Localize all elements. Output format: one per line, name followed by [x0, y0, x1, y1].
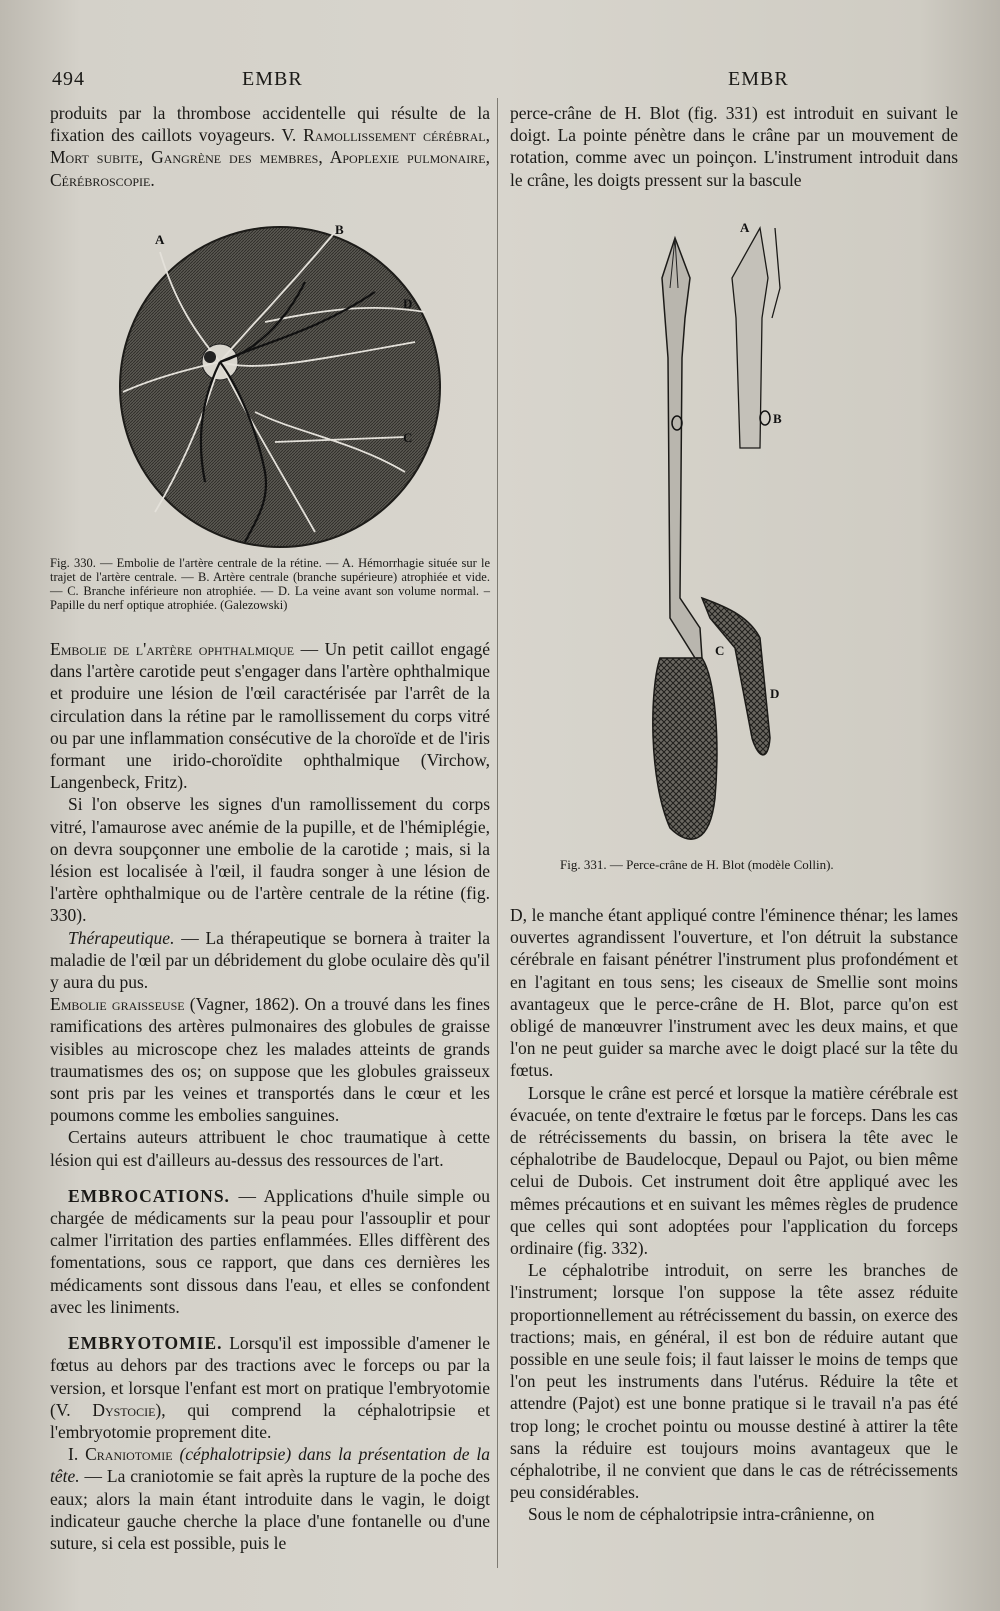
paragraph-signes: Si l'on observe les signes d'un ramollissement du corps vitré, l'amaurose avec anémie de la pupille, et de l'hémiplégie, on devra soupçonner une embolie de la carotide ; mais, si la lésion est localisée à l'œil, il faudra songer à une lésion de l'artère ophthalmique ou de l'artère centrale de la rétine (fig. 330). — [50, 794, 490, 926]
paragraph-cephalotribe: Le céphalotribe introduit, on serre les branches de l'instrument; lorsque l'on suppose la tête assez réduite proportionnellement au rétrécissement du bassin, on exerce des tractions; mais, en général, il est bon de réduire autant que possible en une seule fois; il faut laisser le moins de temps que l'on peut les instruments dans l'utérus. Réduire la tête et attendre (Pajot) est une bonne pratique si le travail n'a pas été trop long; le crochet pointu ou mousse destiné à attirer la tête sans la réduire est toujours moins avantageux que le céphalotribe, il ne convient que dans le cas de rétrécissements peu considérables. — [510, 1260, 958, 1503]
fig331-label-a: A — [740, 220, 750, 235]
paragraph-embolie-ophthalmique: Embolie de l'artère ophthalmique — Un petit caillot engagé dans l'artère carotide peut s'engager dans l'artère ophthalmique et produire une lésion de l'œil caractérisée par l'arrêt de la circulation dans la rétine par le ramollissement du corps vitré ou par une inflammation consécutive de la choroïde et de l'iris formant une irido-choroïdite ophthalmique (Virchow, Langenbeck, Fritz). — [50, 639, 490, 793]
paragraph-choc-traumatique: Certains auteurs attribuent le choc traumatique à cette lésion qui est d'ailleurs au-dessus des ressources de l'art. — [50, 1127, 490, 1170]
right-column — [510, 102, 958, 191]
figure-331-perce-crane — [640, 218, 900, 858]
paragraph-therapeutique: Thérapeutique. — La thérapeutique se bornera à traiter la maladie de l'œil par un débridement du globe oculaire dès qu'il y aura du pus. — [50, 927, 490, 993]
page-number: 494 — [52, 68, 85, 90]
paragraph-embrocations: EMBROCATIONS. — Applications d'huile simple ou chargée de médicaments sur la peau pour l'assouplir et pour calmer l'irritation des parties enflammées. Elles diffèrent des fomentations, sous ce rapport, que dans ces dernières les médicaments sont dissous dans l'eau, et elles se confondent avec les liniments. — [50, 1185, 490, 1317]
paragraph-craniotomie: I. Craniotomie (céphalotripsie) dans la présentation de la tête. — La craniotomie se fait après la rupture de la poche des eaux; alors la main étant introduite dans le vagin, le doigt indicateur gauche cherche la place d'une fontanelle ou d'une suture, si cela est possible, puis le — [50, 1444, 491, 1553]
paragraph-crane-perce: Lorsque le crâne est percé et lorsque la matière cérébrale est évacuée, on tente d'extraire le fœtus par le forceps. Dans les cas de rétrécissements du bassin, on brisera la tête avec le céphalotribe de Baudelocque, Depaul ou Pajot, ou bien même celui de Dubois. Cet instrument doit être appliqué avec les mêmes précautions et en suivant les mêmes règles de prudence que celles qui sont adoptées pour l'application du forceps ordinaire (fig. 332). — [510, 1082, 958, 1259]
fig330-label-b: B — [335, 222, 344, 237]
paragraph-perce-crane: perce-crâne de H. Blot (fig. 331) est introduit en suivant le doigt. La pointe pénètre dans le crâne par un mouvement de rotation, comme avec un poinçon. L'instrument introduit dans le crâne, les doigts pressent sur la bascule — [510, 103, 958, 190]
fig330-label-c: C — [403, 430, 413, 445]
paragraph-cephalotripsie-intra-cranienne: Sous le nom de céphalotripsie intra-crânienne, on — [528, 1504, 875, 1525]
entry-title-embryotomie: EMBRYOTOMIE. — [68, 1333, 223, 1354]
fig330-label-d: D — [403, 296, 413, 311]
entry-title-embrocations: EMBROCATIONS. — [68, 1185, 230, 1206]
fig330-label-a: A — [155, 232, 165, 247]
page-header — [0, 68, 1000, 98]
paragraph-manche: D, le manche étant appliqué contre l'éminence thénar; les lames ouvertes agrandissent l'ouverture, et l'on détruit la substance cérébrale en faisant pénétrer l'instrument plus profondément et en l'agitant en tous sens; les ciseaux de Smellie sont moins avantageux que le perce-crâne de H. Blot, parce qu'on est obligé de manœuvrer l'instrument avec les deux mains, et que l'on ne peut guider sa marche avec le doigt placé sur la tête du fœtus. — [510, 905, 958, 1081]
fig331-label-b: B — [773, 411, 782, 426]
paragraph-thrombose: produits par la thrombose accidentelle qui résulte de la fixation des caillots voyageurs. V. Ramollissement cérébral, Mort subite, Gangrène des membres, Apoplexie pulmonaire, Cérébroscopie. — [50, 103, 490, 190]
figure-330-caption: Fig. 330. — Embolie de l'artère centrale de la rétine. — A. Hémorrhagie située sur le trajet de l'artère centrale. — B. Artère centrale (branche supérieure) atrophiée et vide. — C. Branche inférieure non atrophiée. — D. La veine avant son volume normal. – Papille du nerf optique atrophiée. (Galezowski) — [50, 556, 490, 612]
subheading-craniotomie: Craniotomie — [85, 1444, 173, 1465]
paragraph-embolie-graisseuse: Embolie graisseuse (Vagner, 1862). On a trouvé dans les fines ramifications des artères pulmonaires des globules de graisse visibles au microscope chez les malades atteints de grands traumatismes des os; on suppose que les globules graisseux sont pris par les veines et transportés dans le cœur et les poumons comme les embolies sanguines. — [50, 994, 490, 1126]
figure-331-caption: Fig. 331. — Perce-crâne de H. Blot (modèle Collin). — [560, 857, 834, 872]
figure-330-retina — [115, 222, 445, 552]
left-column-continued — [50, 638, 490, 1554]
section-title-embolie-graisseuse: Embolie graisseuse — [50, 994, 185, 1015]
running-title-right: EMBR — [728, 68, 789, 90]
cross-reference-dystocie: Dystocie — [92, 1399, 156, 1420]
fig331-label-c: C — [715, 643, 725, 658]
fig331-label-d: D — [770, 686, 780, 701]
running-title-left: EMBR — [242, 68, 303, 90]
left-column — [50, 102, 490, 191]
section-title-embolie-ophthalmique: Embolie de l'artère ophthalmique — [50, 639, 295, 659]
right-column-continued — [510, 904, 958, 1526]
cross-references: Ramollissement cérébral, Mort subite, Gangrène des membres, Apoplexie pulmonaire, Cérébroscopie. — [50, 125, 490, 190]
subheading-therapeutique: Thérapeutique. — [68, 927, 175, 948]
paragraph-embryotomie: EMBRYOTOMIE. Lorsqu'il est impossible d'amener le fœtus au dehors par des tractions avec le forceps ou par la version, et lorsque l'enfant est mort on pratique l'embryotomie (V. Dystocie), qui comprend la céphalotripsie et l'embryotomie proprement dite. — [50, 1333, 490, 1442]
column-divider — [497, 98, 498, 1568]
